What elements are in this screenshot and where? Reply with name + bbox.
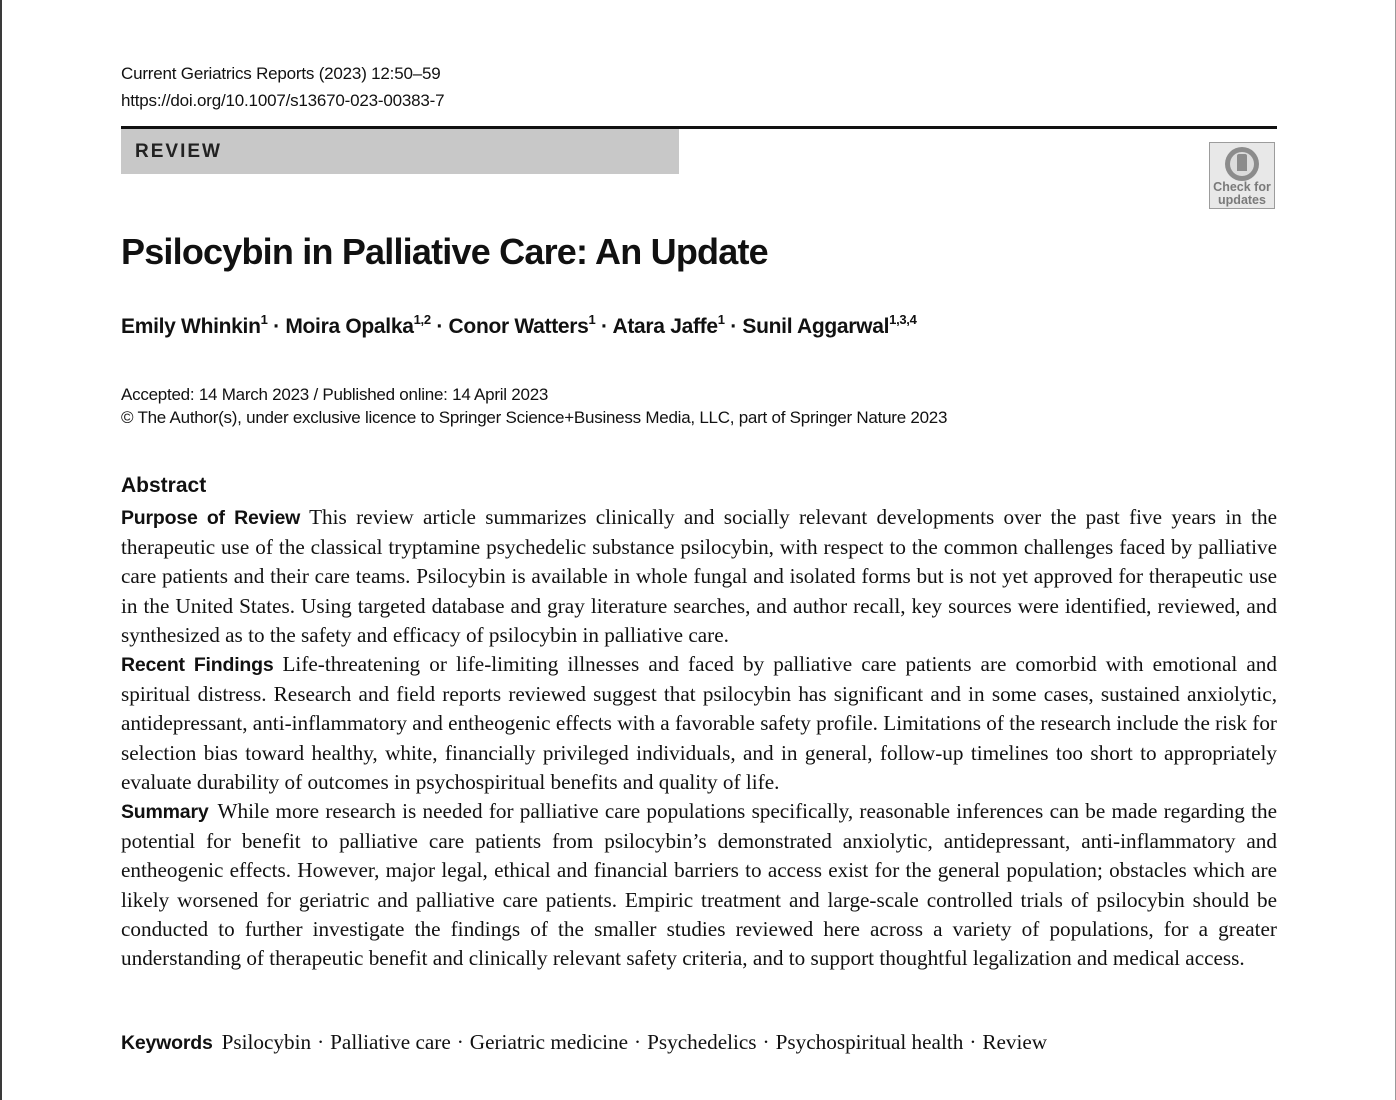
keywords (121, 1028, 1047, 1058)
author[interactable]: Moira Opalka$^{1,2}$ (285, 312, 431, 338)
abstract-section-text: This review article summarizes clinically and socially relevant developments over the past five years in the therapeutic use of the classical tryptamine psychedelic substance psilocybin, with respect to the common challenges faced by palliative care patients and their care teams. Psilocybin is available in whole fungal and isolated forms but is not yet approved for therapeutic use in the United States. Using targeted database and gray literature searches, and author recall, key sources were identified, reviewed, and synthesized as to the safety and efficacy of psilocybin in palliative care. (121, 505, 1278, 647)
keywords-label: Keywords (121, 1032, 213, 1054)
journal-citation: Current Geriatrics Reports (2023) 12:50–59 (121, 64, 441, 83)
author[interactable]: Emily Whinkin$^1$ (121, 312, 268, 338)
abstract-section-label: Recent Findings (121, 654, 274, 677)
bookmark-icon (1225, 147, 1259, 181)
author[interactable]: Sunil Aggarwal$^{1,3,4}$ (742, 312, 917, 338)
keyword-separator: · (969, 1030, 977, 1054)
abstract-section-text: Life-threatening or life-limiting illnesses and faced by palliative care patients are comorbid with emotional and spiritual distress. Research and field reports reviewed suggest that psilocybin has significant and in some cases, sustained anxiolytic, antidepressant, anti-inflammatory and entheogenic effects with a favorable safety profile. Limitations of the research include the risk for selection bias toward healthy, white, financially privileged individuals, and in general, follow-up timelines too short to appropriately evaluate durability of outcomes in psychospiritual benefits and quality of life. (121, 652, 1277, 794)
author-list (121, 312, 917, 342)
keyword-separator: · (634, 1030, 642, 1054)
keyword: Psilocybin (221, 1030, 312, 1054)
keyword: Psychedelics (647, 1030, 757, 1054)
keyword-separator: · (762, 1030, 770, 1054)
article-type-label: REVIEW (135, 141, 222, 162)
abstract-heading: Abstract (121, 474, 207, 497)
viewer-left-border (0, 0, 2, 1100)
abstract-section (121, 650, 1277, 797)
check-for-updates-badge[interactable] (1209, 142, 1275, 209)
abstract-section (121, 503, 1277, 650)
author-separator: · (724, 315, 743, 338)
check-for-updates-text: Check for updates (1213, 180, 1271, 207)
author-separator: · (595, 315, 613, 338)
keyword: Review (982, 1030, 1048, 1054)
keyword: Palliative care (330, 1030, 451, 1054)
abstract-body (121, 503, 1277, 973)
author-separator: · (267, 315, 286, 338)
article-type-band (121, 129, 679, 174)
keyword-separator: · (317, 1030, 325, 1054)
author[interactable]: Atara Jaffe$^1$ (612, 312, 725, 338)
abstract-section-label: Summary (121, 801, 209, 824)
doi-link[interactable]: https://doi.org/10.1007/s13670-023-00383-7 (121, 91, 445, 110)
abstract-section (121, 797, 1277, 973)
keyword: Psychospiritual health (775, 1030, 964, 1054)
publication-dates: Accepted: 14 March 2023 / Published online: 14 April 2023 (121, 385, 549, 404)
abstract-section-label: Purpose of Review (121, 507, 301, 529)
article-title: Psilocybin in Palliative Care: An Update (121, 231, 768, 272)
author-separator: · (430, 315, 449, 338)
abstract-section-text: While more research is needed for palliative care populations specifically, reasonable inferences can be made regarding the potential for benefit to palliative care patients from psilocybin’s demonstrated anxiolytic, antidepressant, anti-inflammatory and entheogenic effects. However, major legal, ethical and financial barriers to access exist for the general population; obstacles which are likely worsened for geriatric and palliative care patients. Empiric treatment and large-scale controlled trials of psilocybin should be conducted to further investigate the findings of the smaller studies reviewed here across a variety of populations, for a greater understanding of therapeutic benefit and clinically relevant safety criteria, and to support thoughtful legalization and medical access. (121, 799, 1277, 971)
copyright-notice: © The Author(s), under exclusive licence to Springer Science+Business Media, LLC, part of Springer Nature 2023 (121, 408, 948, 427)
author[interactable]: Conor Watters$^1$ (448, 312, 596, 338)
keyword: Geriatric medicine (469, 1030, 629, 1054)
keyword-separator: · (456, 1030, 464, 1054)
